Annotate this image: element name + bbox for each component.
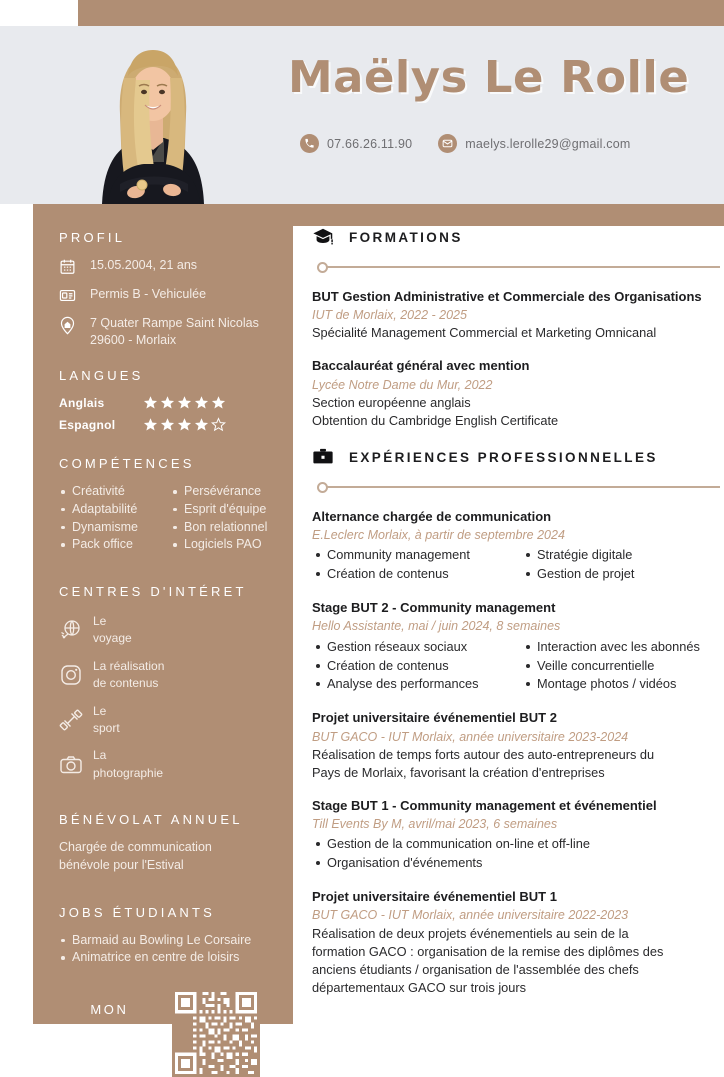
entry-title: Baccalauréat général avec mention: [312, 358, 530, 374]
list-item: Organisation d'événements: [312, 854, 712, 873]
contact-email[interactable]: [438, 134, 630, 153]
section-header-formations: [312, 226, 712, 248]
camera-icon: [59, 753, 85, 777]
entry-title: Stage BUT 2 - Community management: [312, 600, 556, 616]
interest-line1: Le: [93, 703, 107, 718]
interest-label: [93, 658, 164, 693]
timeline-experiences: [317, 480, 712, 494]
entry-subtitle: BUT GACO - IUT Morlaix, année universitaire 2022-2023: [312, 908, 629, 923]
profil-license: [59, 286, 269, 304]
experience-entry: [312, 508, 712, 584]
list-item: Gestion de la communication on-line et off-line: [312, 835, 712, 854]
formations-heading: FORMATIONS: [349, 229, 463, 245]
experience-entry: [312, 888, 712, 997]
competences-lists: [59, 483, 269, 554]
list-item: Dynamisme: [59, 519, 157, 537]
profil-birthdate: [59, 257, 269, 275]
dumbbell-icon: [59, 708, 85, 732]
sidebar-section-benevolat: [59, 812, 269, 875]
formation-entry: [312, 357, 712, 430]
language-rating-anglais: [143, 395, 226, 410]
linkedin-line3: LINKEDIN: [69, 1047, 150, 1063]
language-name: Espagnol: [59, 417, 116, 432]
sidebar: [33, 204, 293, 1063]
sidebar-section-centres-interet: [59, 584, 269, 782]
jobs-heading: JOBS ÉTUDIANTS: [59, 904, 216, 920]
interest-label: [93, 747, 163, 782]
profil-birthdate-text: 15.05.2004, 21 ans: [90, 258, 198, 272]
top-accent-band: [78, 0, 724, 26]
id-card-icon: [59, 286, 79, 304]
entry-subtitle: E.Leclerc Morlaix, à partir de septembre 2024: [312, 528, 565, 543]
instagram-icon: [59, 663, 85, 687]
interest-line2: de contenus: [93, 676, 159, 691]
entry-description: Obtention du Cambridge English Certificate: [312, 412, 559, 428]
language-row: [59, 417, 269, 432]
language-rating-espagnol: [143, 417, 226, 432]
profil-heading: PROFIL: [59, 230, 126, 245]
linkedin-label: [69, 999, 150, 1067]
location-pin-icon: [59, 315, 79, 335]
list-item: Logiciels PAO: [171, 536, 269, 554]
entry-subtitle: BUT GACO - IUT Morlaix, année universitaire 2023-2024: [312, 729, 629, 744]
list-item: Pack office: [59, 536, 157, 554]
entry-subtitle: Lycée Notre Dame du Mur, 2022: [312, 377, 493, 392]
graduation-cap-icon: [312, 226, 336, 248]
competences-col2: [171, 483, 269, 554]
list-item: Veille concurrentielle: [522, 657, 712, 676]
contact-row: [300, 134, 630, 153]
list-item: Gestion réseaux sociaux: [312, 638, 512, 657]
interest-label: [93, 703, 120, 738]
section-header-experiences: [312, 446, 712, 468]
interest-sport: [59, 703, 167, 738]
sidebar-section-competences: [59, 456, 269, 554]
benevolat-line1: Chargée de communication: [59, 840, 212, 855]
sidebar-section-langues: [59, 368, 269, 432]
benevolat-line2: bénévole pour l'Estival: [59, 857, 184, 872]
entry-title: Projet universitaire événementiel BUT 2: [312, 710, 557, 726]
bullets-col1: [312, 638, 512, 695]
interest-voyage: [59, 613, 167, 648]
address-line1: 7 Quater Rampe Saint Nicolas: [90, 316, 259, 330]
interest-photographie: [59, 747, 167, 782]
entry-bullets: [312, 638, 712, 695]
linkedin-line2: PROFIL: [78, 1024, 141, 1040]
jobs-list: [59, 932, 269, 968]
timeline-formations: [317, 260, 712, 274]
experience-entry: [312, 599, 712, 694]
timeline-dot: [317, 482, 328, 493]
entry-title: Projet universitaire événementiel BUT 1: [312, 889, 557, 905]
language-name: Anglais: [59, 395, 105, 410]
profil-address-text: [90, 315, 259, 348]
entry-subtitle: Hello Assistante, mai / juin 2024, 8 semaines: [312, 619, 561, 634]
list-item: Persévérance: [171, 483, 269, 501]
interest-line1: La réalisation: [93, 658, 165, 673]
list-item: Création de contenus: [312, 657, 512, 676]
langues-heading: LANGUES: [59, 368, 144, 383]
entry-description: Réalisation de temps forts autour des auto-entrepreneurs du: [312, 746, 655, 762]
centres-interet-heading: CENTRES D'INTÉRET: [59, 584, 247, 599]
profile-photo: [80, 32, 226, 204]
contact-phone[interactable]: [300, 134, 412, 153]
entry-description: Pays de Morlaix, favorisant la création d'entreprises: [312, 764, 605, 780]
envelope-icon: [438, 134, 457, 153]
entry-description: Réalisation de deux projets événementiels au sein de la: [312, 925, 629, 941]
list-item: Esprit d'équipe: [171, 501, 269, 519]
experiences-heading: EXPÉRIENCES PROFESSIONNELLES: [349, 449, 658, 465]
sidebar-section-jobs: [59, 905, 269, 968]
competences-heading: COMPÉTENCES: [59, 456, 195, 471]
benevolat-heading: BÉNÉVOLAT ANNUEL: [59, 812, 243, 828]
entry-title: Stage BUT 1 - Community management et événementiel: [312, 798, 657, 814]
interests-grid: [59, 613, 269, 782]
globe-travel-icon: [59, 618, 85, 642]
list-item: Création de contenus: [312, 565, 512, 584]
entry-title: BUT Gestion Administrative et Commerciale des Organisations: [312, 289, 702, 304]
interest-line1: Le: [93, 614, 107, 628]
qr-code-icon[interactable]: [172, 989, 260, 1077]
entry-bullets: [312, 835, 712, 873]
interest-line2: photographie: [93, 765, 164, 780]
email-text: maelys.lerolle29@gmail.com: [465, 136, 631, 151]
linkedin-line1: MON: [90, 1002, 129, 1017]
entry-description: départementaux GACO sur trois jours: [312, 980, 527, 995]
list-item: Créativité: [59, 483, 157, 501]
timeline-line: [323, 266, 720, 268]
list-item: Gestion de projet: [522, 565, 712, 584]
timeline-line: [323, 486, 720, 488]
list-item: Analyse des performances: [312, 675, 512, 694]
formation-entry: [312, 288, 712, 342]
calendar-icon: [59, 257, 79, 275]
profil-address: [59, 315, 269, 348]
entry-title: Alternance chargée de communication: [312, 509, 552, 525]
sidebar-section-profil: [59, 230, 269, 348]
experience-entry: [312, 797, 712, 873]
list-item: Montage photos / vidéos: [522, 675, 712, 694]
entry-description: Section européenne anglais: [312, 394, 471, 410]
bullets-col2: [522, 638, 712, 695]
experience-entry: [312, 709, 712, 782]
entry-description: Spécialité Management Commercial et Marketing Omnicanal: [312, 325, 657, 341]
list-item: Adaptabilité: [59, 501, 157, 519]
benevolat-text: [59, 839, 269, 875]
entry-subtitle: IUT de Morlaix, 2022 - 2025: [312, 308, 467, 323]
entry-description: formation GACO : organisation de la remise des diplômes des: [312, 943, 664, 959]
competences-col1: [59, 483, 157, 554]
list-item: Bon relationnel: [171, 519, 269, 537]
page-title: Maëlys Le Rolle: [288, 52, 690, 103]
interest-line2: sport: [93, 720, 120, 735]
language-row: [59, 395, 269, 410]
list-item: Stratégie digitale: [522, 546, 712, 565]
list-item: Barmaid au Bowling Le Corsaire: [59, 932, 269, 950]
timeline-dot: [317, 262, 328, 273]
interest-line1: La: [93, 748, 107, 763]
bullets-col1: [312, 546, 512, 584]
address-line2: 29600 - Morlaix: [90, 332, 177, 347]
list-item: Animatrice en centre de loisirs: [59, 949, 269, 967]
linkedin-block[interactable]: [59, 989, 269, 1077]
entry-subtitle: Till Events By M, avril/mai 2023, 6 semaines: [312, 817, 558, 832]
phone-text: 07.66.26.11.90: [327, 136, 413, 151]
briefcase-icon: [312, 446, 336, 468]
bullets-col2: [522, 546, 712, 584]
entry-description: anciens étudiants / organisation de l'assemblée des chefs: [312, 961, 639, 977]
interest-realisation-contenus: [59, 658, 167, 693]
profil-license-text: Permis B - Vehiculée: [90, 287, 207, 301]
phone-icon: [300, 134, 319, 153]
list-item: Community management: [312, 546, 512, 565]
interest-line2: voyage: [93, 631, 132, 646]
main-content: [312, 226, 712, 1012]
list-item: Interaction avec les abonnés: [522, 638, 712, 657]
entry-bullets: [312, 546, 712, 584]
interest-label: [93, 613, 132, 648]
